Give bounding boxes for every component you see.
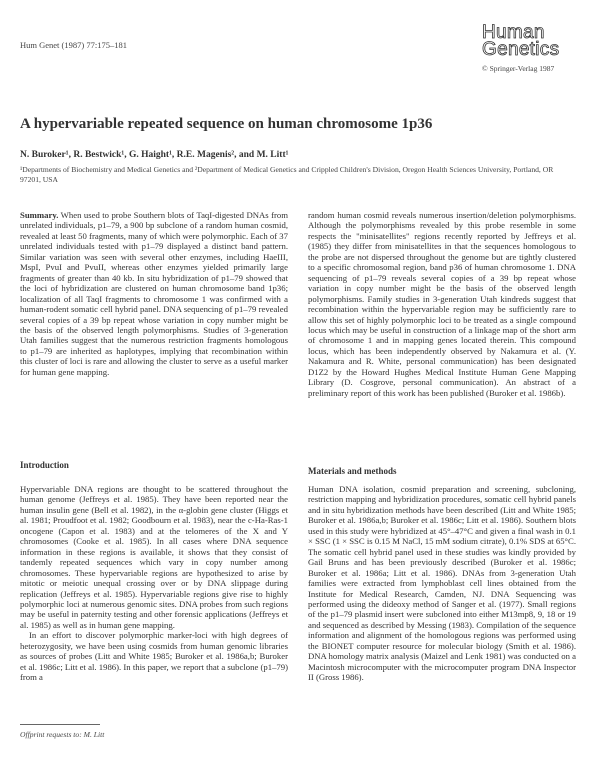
intro-paragraph-1: Hypervariable DNA regions are thought to be scattered throughout the human genome (Jeffreys et al. 1985). They have been reported near the human insulin gene (Bell et al. 1982), in the α-globin gene cluster (Higgs et al. 1981; Proudfoot et al. 1982; Goodbourn et al. 1983), near the c-Ha-Ras-1 oncogene (Capon et al. 1983) and at the telomeres of the X and Y chromosomes (Cooke et al. 1985). In all cases where DNA sequence information in these regions is available, it shows that they consist of tandemly repeated sequences which vary in copy number among chromosomes. These hypervariable regions are hypothesized to arise by mitotic or meiotic unequal crossing over or by DNA slippage during replication (Jeffreys et al. 1985). Hypervariable regions give rise to highly polymorphic loci at numerous genomic sites. DNA probes from such regions may be useful in paternity testing and other forensic applications (Jeffreys et al. 1985) as well as in human gene mapping. [20, 484, 288, 630]
footnote-rule [20, 724, 100, 725]
intro-paragraph-2: In an effort to discover polymorphic marker-loci with high degrees of heterozygosity, we have been using cosmids from human genomic libraries as sources of probes (Litt and White 1985; Buroker et al. 1986a,b; Buroker et al. 1986c; Litt et al. 1986). In this paper, we report that a subclone (p1–79) from a [20, 630, 288, 683]
summary-text: When used to probe Southern blots of TaqI-digested DNAs from unrelated individuals, p1–79, a 900 bp subclone of a random human cosmid, revealed at least 50 fragments, many of which were polymorphic. Each of 37 unrelated individuals tested with p1–79 displayed a distinct band pattern. Similar variation was seen with several other enzymes, including HaeIII, MspI, PvuI and PvuII, whereas other enzymes yielded primarily large fragments of greater than 40 kb. In situ hybridization of p1–79 showed that the loci of hybridization are clustered on human chromosome band 1p36; localization of all TaqI fragments to chromosome 1 was confirmed with a human-rodent somatic cell hybrid panel. DNA sequencing of p1–79 revealed several copies of a 39 bp repeat whose variation in copy number might be the basis of the observed length polymorphisms. Studies of 3-generation Utah families suggest that the numerous restriction fragments homologous to p1–79 are inherited as haplotypes, implying that recombination within this cluster of loci is rare and allowing the cluster to serve as a useful marker for human gene mapping. [20, 210, 288, 377]
paper-title: A hypervariable repeated sequence on human chromosome 1p36 [20, 116, 433, 132]
offprint-text: Offprint requests to: M. Litt [20, 730, 105, 739]
journal-citation: Hum Genet (1987) 77:175–181 [20, 40, 127, 50]
methods-paragraph: Human DNA isolation, cosmid preparation and screening, subcloning, restriction mapping and hybridization procedures, somatic cell hybrid panels and in situ hybridization methods have been described (Litt and White 1985; Buroker et al. 1986a,b; Buroker et al. 1986c; Litt et al. 1986). Southern blots used in this study were hybridized at 45°–47°C and given a final wash in 0.1 × SSC (1 × SSC is 0.15 M NaCl, 15 mM sodium citrate), 0.1% SDS at 65°C. The somatic cell hybrid panel used in these studies was kindly provided by Gail Bruns and has been previously described (Buroker et al. 1986c; Buroker et al. 1986a; Litt et al. 1986). DNAs from 3-generation Utah families were extracted from lymphoblast cell lines obtained from the Institute for Medical Research, Camden, NJ. DNA Sequencing was performed using the dideoxy method of Sanger et al. (1977). Small regions of the p1–79 plasmid insert were subcloned into either M13mp8, 9, 18 or 19 and sequenced as described by Messing (1983). Compilation of the sequence information and alignment of the homologous regions was performed using the BIONET computer resource for molecular biology (Smith et al. 1986). DNA homology matrix analysis (Maizel and Lenk 1981) was conducted on a Macintosh microcomputer with the microcomputer program DNA Inspector II (Gross 1986). [308, 484, 576, 683]
summary-label: Summary. [20, 210, 59, 220]
methods-section [308, 484, 576, 683]
logo-line-2: Genetics [482, 39, 560, 60]
continuation-paragraph: random human cosmid reveals numerous insertion/deletion polymorphisms. Although the polymorphisms revealed by this probe resemble in some respects the "minisatellites" regions recently reported by Jeffreys et al. (1985) they differ from minisatellites in that the sequences homologous to the probe are not dispersed throughout the genome but are tightly clustered to a specific chromosomal region, band p36 of human chromosome 1. DNA sequencing of p1–79 reveals several copies of a 39 bp repeat whose variation in copy number might be the basis of the observed length polymorphisms. Family studies in 3-generation Utah kindreds suggest that recombination within the hypervariable region may be sufficiently rare to allow this set of highly polymorphic loci to be treated as a single compound locus which may be useful in construction of a linkage map of the short arm of chromosome 1 and in mapping genes located therein. This compound locus, which has been independently observed by Nakamura et al. (Y. Nakamura and R. White, personal communication) has been designated D1Z2 by the Howard Hughes Medical Institute Human Gene Mapping Library (D. Cosgrove, personal communication). An abstract of a preliminary report of this work has been published (Buroker et al. 1986b). [308, 210, 576, 398]
introduction-section [20, 484, 288, 683]
summary-section [20, 210, 288, 377]
summary-paragraph [20, 210, 288, 377]
intro-continuation [308, 210, 576, 398]
affiliation: ¹Departments of Biochemistry and Medical Genetics and ²Department of Medical Genetics and Crippled Children's Division, Oregon Health Sciences University, Portland, OR 97201, USA [20, 165, 554, 184]
author-list: N. Buroker¹, R. Bestwick¹, G. Haight¹, R.E. Magenis², and M. Litt¹ [20, 150, 289, 160]
offprint-note [20, 730, 104, 739]
logo-line-1: Human [482, 22, 545, 43]
methods-heading: Materials and methods [308, 466, 397, 476]
copyright-notice: © Springer-Verlag 1987 [482, 64, 555, 73]
introduction-heading: Introduction [20, 460, 69, 470]
journal-logo [482, 24, 582, 58]
